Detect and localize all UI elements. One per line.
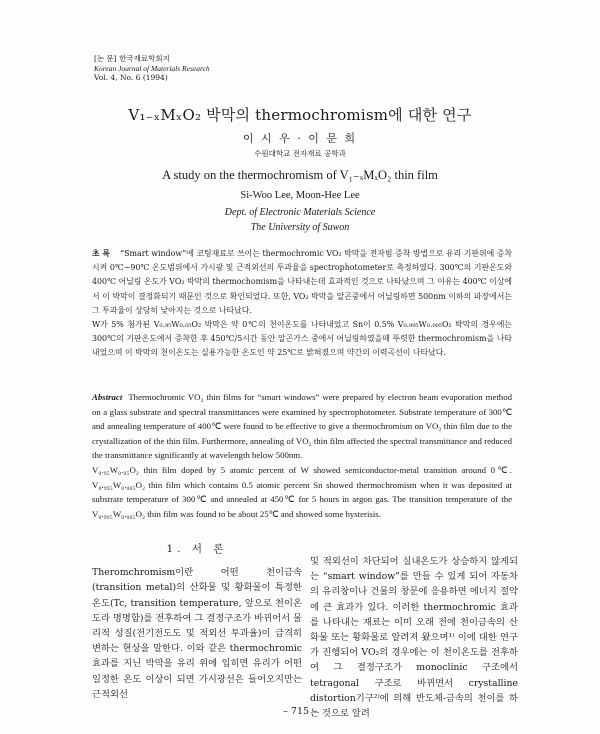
body-column-right [310, 554, 518, 721]
title-korean: V₁₋ₓMₓO₂ 박막의 thermochromism에 대한 연구 [128, 106, 472, 124]
affiliation-english-dept: Dept. of Electronic Materials Science [224, 207, 376, 218]
body-column-left [92, 542, 302, 702]
abstract-english-para-1 [92, 390, 512, 463]
abstract-english-label: Abstract [92, 392, 123, 402]
abstract-english [92, 390, 512, 521]
journal-header [94, 54, 210, 83]
body-text-left: Theromchromism이란 어떤 천이금속(transition metal)의 산화물 및 황화물이 특정한 온도(Tc, transition temperature, 앞으로 천이온도라 명명함)를 전후하여 그 결정구조가 바뀌어서 물리적 성질(전기전도도 및 적외선 투과율)이 급격히 변하는 현상을 말한다. 이와 같은 thermochromic 효과를 지닌 박막을 유리 위에 입히면 유리가 어떤 일정한 온도 이상이 되면 가시광선은 들어오지만는 근적외선 [92, 567, 302, 700]
page-number: – 715 – [283, 706, 317, 717]
abstract-english-para-2: V₀.₉₅W₀.₀₅O₂ thin film doped by 5 atomic percent of W showed semiconductor-metal transition around 0℃. V₀.₉₉₅W₀.₀₀₅O₂ thin film which contains 0.5 atomic percent Sn showed thermochromism when it was deposited at substrate temperature of 300℃ and annealed at 450℃ for 5 hours in argon gas. The transition temperature of the V₀.₉₉₅W₀.₀₀₅O₂ thin film was found to be about 25℃ and showed some hysterisis. [92, 464, 512, 519]
section-heading-introduction: 1. 서 론 [166, 543, 228, 555]
affiliation-korean: 수원대학교 전자재료 공학과 [254, 149, 346, 158]
authors-korean: 이 시 우 · 이 문 희 [242, 132, 358, 145]
title-english: A study on the thermochromism of V₁₋ₓMₓO₂ thin film [162, 168, 438, 182]
abstract-korean-text-1: “Smart window”에 코팅재료로 쓰이는 thermochromic VO₂ 박막을 전자빔 증착 방법으로 유리 기판위에 증착시켜 0℃~90℃ 온도범위에서 가시광 및 근적외선의 투과율을 spectrophotometer로 측정하였다. 300℃의 기판온도와 400℃ 어닐링 온도가 VO₂ 박막의 thermochomism을 나타내는데 효과적인 것으로 나타났으며 그 이유는 400℃ 이상에서 이 박막이 결정화되기 때문인 것으로 확인되었다. 또한, VO₂ 박막을 알곤중에서 어닐링하면 500nm 이하의 파장에서는 그 투과율이 상당히 낮아지는 것으로 나타났다. [92, 249, 513, 315]
abstract-korean-para-1 [92, 247, 512, 318]
abstract-korean-para-2: W가 5% 첨가된 V₀.₉₅W₀.₀₅O₂ 박막은 약 0℃의 천이온도를 나타내었고 Sn이 0.5% V₀.₉₉₅W₀.₀₀₅O₂ 박막의 경우에는 300℃의 기판온도에서 증착한 후 450℃/5시간 동안 알곤가스 중에서 어닐링하였을때 뚜렷한 thermochromism을 나타내었으며 이 박막의 천이온도는 실용가능한 온도인 약 25℃로 밝혀졌으며 약간의 이력곡선이 나타났다. [92, 320, 512, 358]
journal-name-en: Korean Journal of Materials Research [94, 63, 210, 73]
journal-name-ko: [논 문] 한국재료학회지 [94, 54, 170, 63]
authors-english: Si-Woo Lee, Moon-Hee Lee [240, 190, 360, 201]
abstract-korean-label: 초 록 [92, 249, 111, 258]
abstract-english-text-1: Thermochromic VO₂ thin films for “smart windows” were prepared by electron beam evaporation method on a glass substrate and spectral transmittances were examined by spectrophotometer. Substrate temperature of 300℃ and annealing temperature of 400℃ were found to be effective to give a thermochromism on VO₂ thin film due to the crystallization of the thin film. Furthermore, annealing of VO₂ thin film affected the spectral transmittance and reduced the transmittance significantly at wavelength below 500nm. [92, 392, 512, 461]
abstract-korean [92, 247, 512, 361]
journal-volume: Vol. 4, No. 6 (1994) [94, 73, 168, 82]
affiliation-english-university: The University of Suwon [250, 222, 350, 233]
body-text-right: 및 적외선이 차단되어 실내온도가 상승하지 않게되는 “smart window”를 만들 수 있게 되어 자동차의 유리창이나 건물의 창문에 응용하면 에너지 절약에 큰 효과가 있다. 이러한 thermochromic 효과를 나타내는 재료는 이미 오래 전에 천이금속의 산화물 또는 황화물로 알려져 왔으며¹⁾ 이에 대한 연구가 진행되어 VO₂의 경우에는 이 천이온도를 전후하여 그 결정구조가 monoclinic 구조에서 tetragonal 구조로 바뀌면서 crystalline distortion기구²⁾에 의해 반도체-금속의 천이를 하는 것으로 알려 [310, 556, 518, 720]
